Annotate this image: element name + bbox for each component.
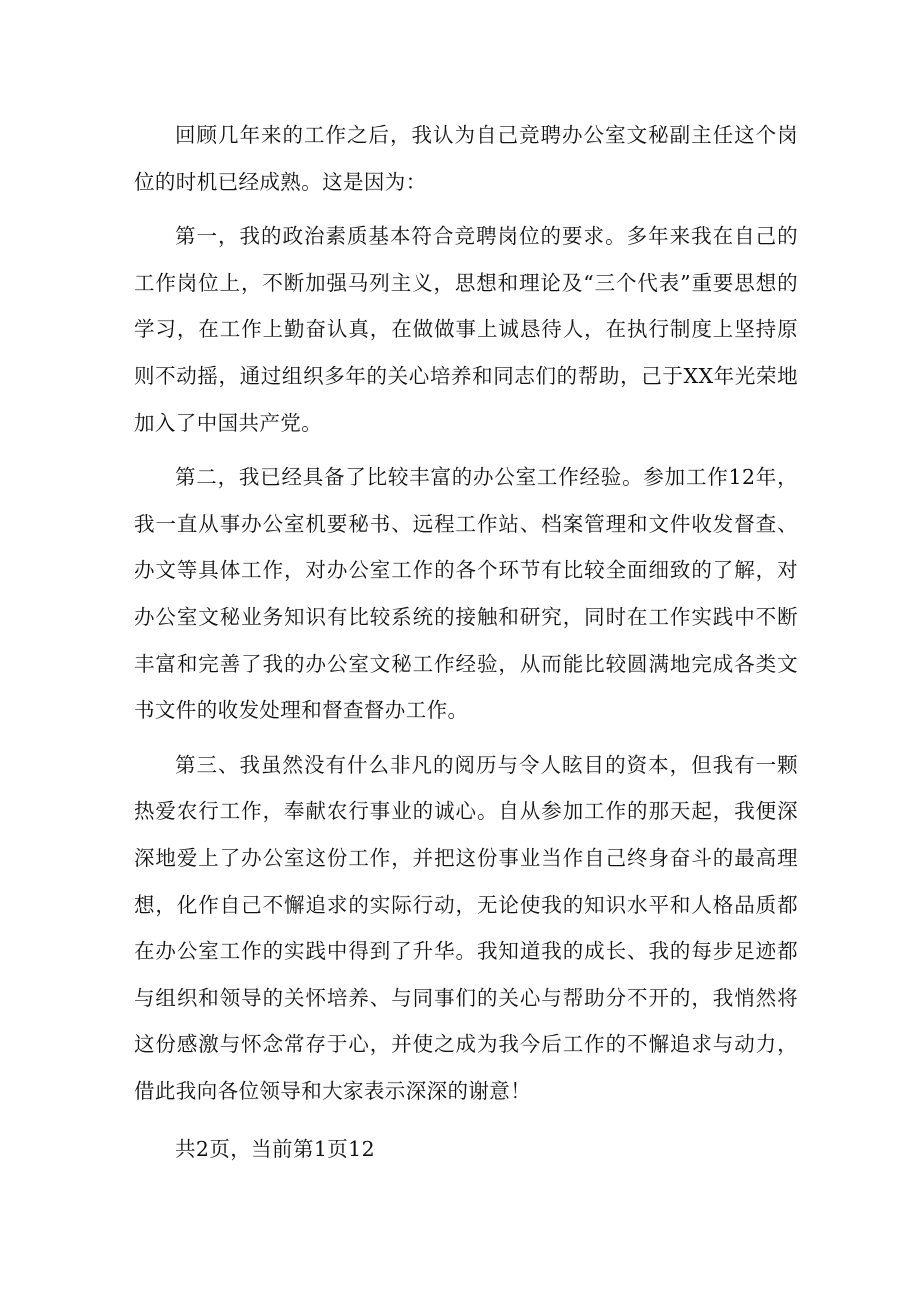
paragraph-intro: 回顾几年来的工作之后，我认为自己竞聘办公室文秘副主任这个岗位的时机已经成熟。这是因为： — [134, 123, 798, 194]
paragraph-third-point: 第三、我虽然没有什么非凡的阅历与令人眩目的资本，但我有一颗热爱农行工作，奉献农行事业的诚心。自从参加工作的那天起，我便深深地爱上了办公室这份工作，并把这份事业当作自己终身奋斗的最高理想，化作自己不懈追求的实际行动，无论使我的知识水平和人格品质都在办公室工作的实践中得到了升华。我知道我的成长、我的每步足迹都与组织和领导的关怀培养、与同事们的关心与帮助分不开的，我悄然将这份感激与怀念常存于心，并使之成为我今后工作的不懈追求与动力，借此我向各位领导和大家表示深深的谢意！ — [134, 752, 798, 1103]
paragraph-first-point: 第一，我的政治素质基本符合竞聘岗位的要求。多年来我在自己的工作岗位上，不断加强马列主义，思想和理论及“三个代表”重要思想的学习，在工作上勤奋认真，在做做事上诚恳待人，在执行制度上坚持原则不动摇，通过组织多年的关心培养和同志们的帮助，己于XX年光荣地加入了中国共产党。 — [134, 224, 798, 435]
page-indicator: 共2页，当前第1页12 — [175, 1137, 376, 1162]
paragraph-second-point: 第二，我已经具备了比较丰富的办公室工作经验。参加工作12年，我一直从事办公室机要秘书、远程工作站、档案管理和文件收发督查、办文等具体工作，对办公室工作的各个环节有比较全面细致的了解，对办公室文秘业务知识有比较系统的接触和研究，同时在工作实践中不断丰富和完善了我的办公室文秘工作经验，从而能比较圆满地完成各类文书文件的收发处理和督查督办工作。 — [134, 465, 798, 723]
document-body — [134, 112, 798, 1173]
